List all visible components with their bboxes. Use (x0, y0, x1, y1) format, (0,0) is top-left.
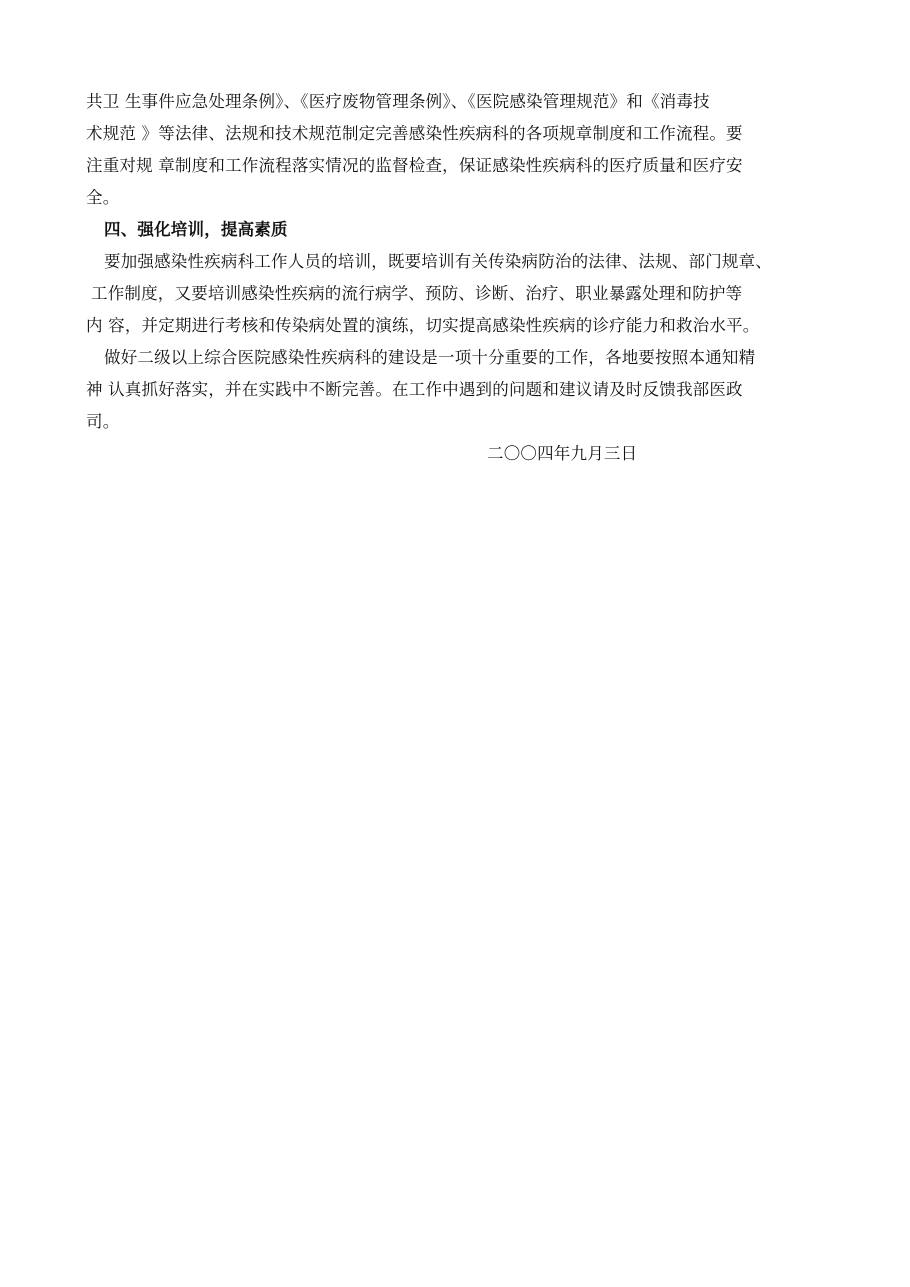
document-date: 二〇〇四年九月三日 (487, 444, 638, 463)
section-heading: 四、强化培训，提高素质 (104, 220, 288, 239)
paragraph-line-3: 注重对规 章制度和工作流程落实情况的监督检查，保证感染性疾病科的医疗质量和医疗安 (86, 156, 743, 175)
paragraph-line-9: 神 认真抓好落实，并在实践中不断完善。在工作中遇到的问题和建议请及时反馈我部医政 (86, 380, 743, 399)
paragraph-line-6: 工作制度，又要培训感染性疾病的流行病学、预防、诊断、治疗、职业暴露处理和防护等 (91, 284, 743, 303)
paragraph-line-2: 术规范 》等法律、法规和技术规范制定完善感染性疾病科的各项规章制度和工作流程。要 (86, 124, 743, 143)
paragraph-line-7: 内 容，并定期进行考核和传染病处置的演练，切实提高感染性疾病的诊疗能力和救治水平。 (86, 316, 760, 335)
paragraph-line-4: 全。 (86, 188, 120, 207)
paragraph-line-10: 司。 (86, 412, 120, 431)
paragraph-line-5: 要加强感染性疾病科工作人员的培训，既要培训有关传染病防治的法律、法规、部门规章、 (104, 252, 772, 271)
paragraph-line-8: 做好二级以上综合医院感染性疾病科的建设是一项十分重要的工作，各地要按照本通知精 (104, 348, 756, 367)
paragraph-line-1: 共卫 生事件应急处理条例》、《医疗废物管理条例》、《医院感染管理规范》和《消毒技 (86, 92, 710, 111)
